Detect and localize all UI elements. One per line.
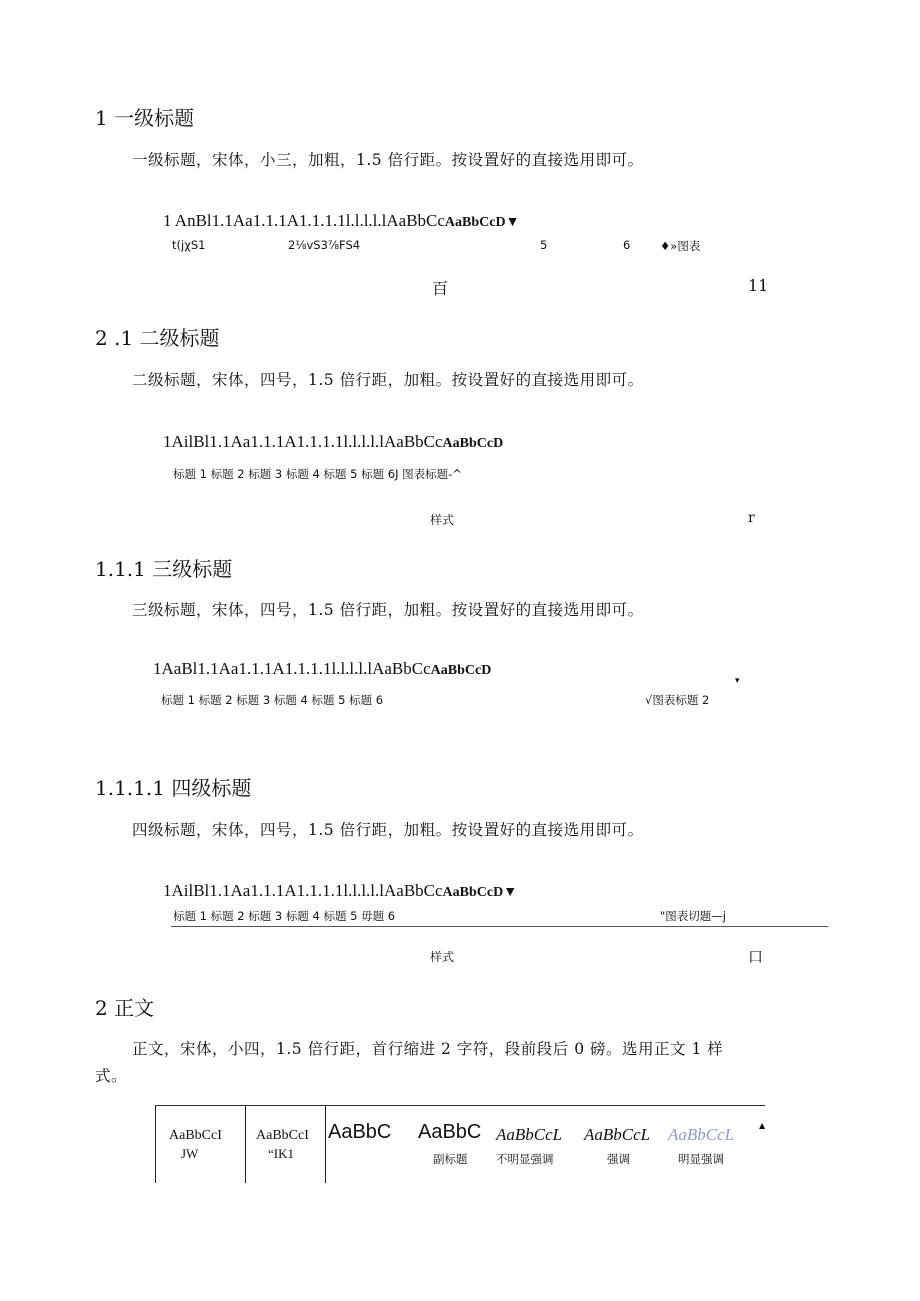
- style-gallery-bold-sample: AaBbCcD: [442, 436, 504, 451]
- gallery-style-emphasis[interactable]: AaBbCcL: [584, 1125, 651, 1144]
- style-label: 2⅛vS3⅞FS4: [288, 238, 361, 252]
- gallery-scroll-up-icon[interactable]: ▲: [759, 1121, 766, 1130]
- ribbon-divider: [171, 926, 828, 927]
- gallery-style-label: 不明显强调: [496, 1152, 554, 1166]
- style-gallery-row-1[interactable]: [163, 211, 519, 231]
- style-gallery-samples: 1AilBl1.1Aa1.1.1A1.1.1.1l.l.l.l.lAaBbCc: [163, 881, 443, 900]
- gallery-style-title[interactable]: AaBbC: [328, 1121, 392, 1143]
- style-gallery-samples: 1AilBl1.1Aa1.1.1A1.1.1.1l.l.l.l.lAaBbCc: [163, 432, 443, 451]
- heading-level-4: 1.1.1.1 四级标题: [95, 776, 252, 800]
- style-gallery-row-4[interactable]: [163, 881, 517, 901]
- gallery-style-subtitle[interactable]: AaBbC: [418, 1121, 482, 1143]
- gallery-style-label: 副标题: [433, 1152, 468, 1166]
- gallery-style-label: 强调: [607, 1152, 630, 1166]
- ribbon-group-label: 百: [432, 279, 449, 298]
- style-gallery-bold-sample: AaBbCcD: [444, 215, 506, 230]
- gallery-style-label: JW: [181, 1146, 199, 1161]
- style-gallery-bold-sample: AaBbCcD: [442, 885, 504, 900]
- style-labels: 标题 1 标题 2 标题 3 标题 4 标题 5 毋题 6: [173, 909, 396, 923]
- heading-level-3: 1.1.1 三级标题: [95, 557, 233, 581]
- style-labels: 标题 1 标题 2 标题 3 标题 4 标题 5 标题 6: [161, 693, 384, 707]
- style-label-chart-title-2: √图表标题 2: [645, 693, 710, 707]
- gallery-style-label: 明显强调: [678, 1152, 724, 1166]
- style-label: t(jχS1: [172, 238, 206, 252]
- style-gallery-bold-sample: AaBbCcD: [430, 663, 492, 678]
- gallery-style-subtle-emphasis[interactable]: AaBbCcL: [496, 1125, 563, 1144]
- gallery-dropdown-icon[interactable]: ▼: [503, 885, 518, 900]
- ribbon-corner-mark: r: [748, 510, 755, 526]
- heading-4-description: 四级标题，宋体，四号，1.5 倍行距，加粗。按设置好的直接选用即可。: [132, 821, 644, 839]
- heading-3-description: 三级标题，宋体，四号，1.5 倍行距，加粗。按设置好的直接选用即可。: [132, 601, 644, 619]
- style-label: 5: [540, 238, 548, 252]
- gallery-top-border: [155, 1105, 765, 1106]
- body-text-description-line-1: 正文，宋体，小四，1.5 倍行距，首行缩进 2 字符，段前段后 0 磅。选用正文 1 样: [132, 1040, 724, 1058]
- style-labels: 标题 1 标题 2 标题 3 标题 4 标题 5 标题 6J 图表标题-^: [173, 467, 462, 481]
- style-gallery-samples: 1AaBl1.1Aa1.1.1A1.1.1.1l.l.l.l.lAaBbCc: [153, 659, 431, 678]
- gallery-style-intense-emphasis[interactable]: AaBbCcL: [668, 1125, 735, 1144]
- heading-body-text: 2 正文: [95, 996, 155, 1020]
- ribbon-corner-mark: 11: [748, 276, 769, 295]
- heading-2-description: 二级标题，宋体，四号，1.5 倍行距，加粗。按设置好的直接选用即可。: [132, 371, 644, 389]
- heading-level-2: 2 .1 二级标题: [95, 326, 220, 350]
- style-gallery-row-3[interactable]: [153, 659, 491, 679]
- style-label: 6: [623, 238, 631, 252]
- style-gallery-samples: 1 AnBl1.1Aa1.1.1A1.1.1.1l.l.l.l.lAaBbCc: [163, 211, 445, 230]
- style-label-chart-title: ♦»图表: [660, 239, 701, 253]
- style-gallery-row-2[interactable]: [163, 432, 503, 452]
- gallery-cell-divider: [325, 1105, 326, 1183]
- gallery-cell-divider: [245, 1105, 246, 1183]
- body-text-description-line-2: 式。: [95, 1067, 128, 1085]
- style-label-chart-title: "图表切题—j: [660, 909, 726, 923]
- ribbon-group-label: 样式: [430, 950, 455, 964]
- gallery-style-normal[interactable]: AaBbCcI: [169, 1128, 222, 1143]
- dialog-launcher-icon[interactable]: 口: [748, 948, 764, 966]
- heading-level-1: 1 一级标题: [95, 106, 195, 130]
- heading-1-description: 一级标题，宋体，小三，加粗，1.5 倍行距。按设置好的直接选用即可。: [132, 151, 644, 169]
- gallery-more-icon[interactable]: ▾: [735, 676, 740, 686]
- gallery-dropdown-icon[interactable]: ▼: [505, 215, 520, 230]
- ribbon-group-label: 样式: [430, 513, 455, 527]
- gallery-style-no-spacing[interactable]: AaBbCcI: [256, 1128, 309, 1143]
- gallery-style-label: “IK1: [268, 1146, 294, 1161]
- gallery-left-border: [155, 1105, 156, 1183]
